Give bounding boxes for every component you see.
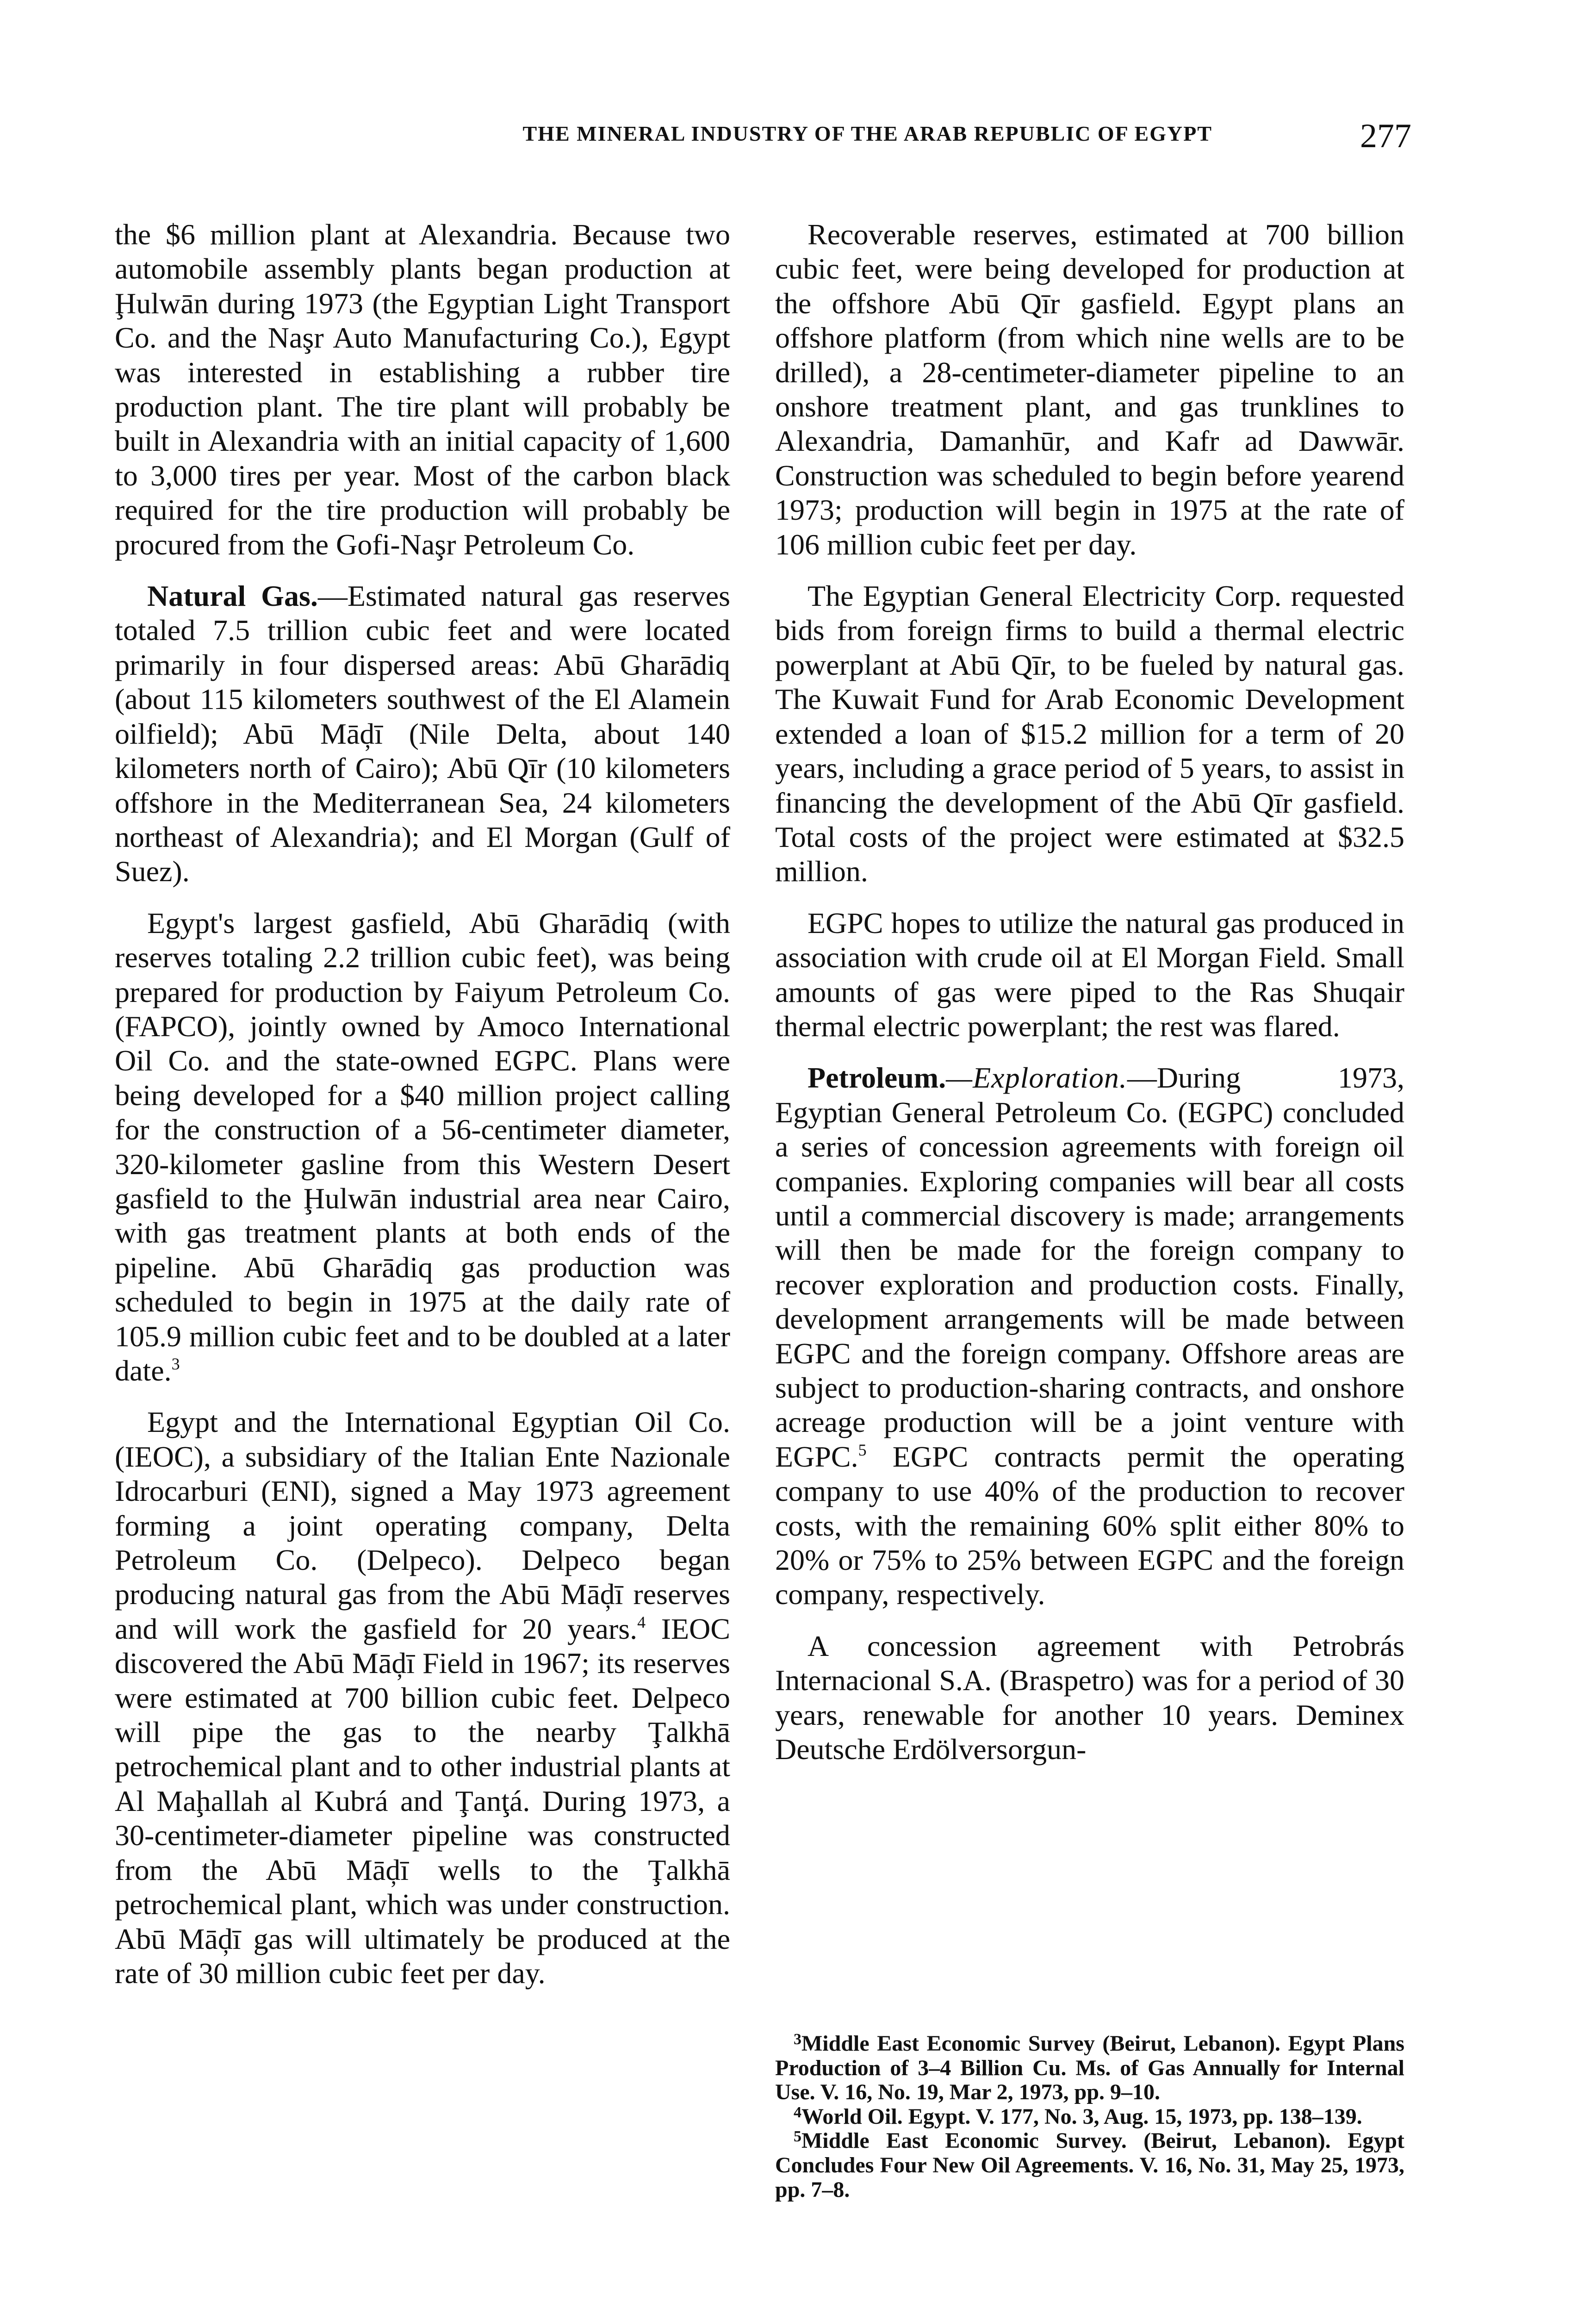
footnote: $^3$Middle East Economic Survey (Beirut, Lebanon). Egypt Plans Production of 3–4 Billion Cu. Ms. of Gas Annually for Internal Use. V. 16, No. 19, Mar 2, 1973, pp. 9–10. [775,2031,1404,2105]
footnote: $^4$World Oil. Egypt. V. 177, No. 3, Aug. 15, 1973, pp. 138–139. [794,2103,1362,2129]
footnote-ref: 5 [858,1440,867,1459]
page-number: 277 [1360,117,1411,155]
paragraph-delpeco: Egypt and the International Egyptian Oil Co. (IEOC), a subsidiary of the Italian Ente Nazionale Idrocarburi (ENI), signed a May 1973 agreement forming a joint operating company, Delta Petroleum Co. (Delpeco). Delpeco began producing natural gas from the Abū Māḑī reserves and will work the gasfield for 20 years.$^4$ IEOC discovered the Abū Māḑī Field in 1967; its reserves were estimated at 700 billion cubic feet. Delpeco will pipe the gas to the nearby Ţalkhā petrochemical plant and to other industrial plants at Al Maḩallah al Kubrá and Ţanţá. During 1973, a 30-centimeter-diameter pipeline was constructed from the Abū Māḑī wells to the Ţalkhā petrochemical plant, which was under construction. Abū Māḑī gas will ultimately be produced at the rate of 30 million cubic feet per day. [115,1406,730,1990]
paragraph-natural-gas: Natural Gas.—Estimated natural gas reserves totaled 7.5 trillion cubic feet and were located primarily in four dispersed areas: Abū Gharādiq (about 115 kilometers southwest of the El Alamein oilfield); Abū Māḑī (Nile Delta, about 140 kilometers north of Cairo); Abū Qīr (10 kilometers offshore in the Mediterranean Sea, 24 kilometers northeast of Alexandria); and El Morgan (Gulf of Suez). [115,579,731,888]
paragraph-el-morgan: EGPC hopes to utilize the natural gas produced in association with crude oil at El Morgan Field. Small amounts of gas were piped to the Ras Shuqair thermal electric powerplant; the rest was flared. [775,906,1404,1043]
right-column [775,218,1404,1767]
running-header: THE MINERAL INDUSTRY OF THE ARAB REPUBLIC OF EGYPT [522,122,1212,145]
footnote-ref: 3 [171,1355,180,1373]
paragraph-abu-qir-reserves: Recoverable reserves, estimated at 700 billion cubic feet, were being developed for production at the offshore Abū Qīr gasfield. Egypt plans an offshore platform (from which nine wells are to be drilled), a 28-centimeter-diameter pipeline to an onshore treatment plant, and gas trunklines to Alexandria, Damanhūr, and Kafr ad Dawwār. Construction was scheduled to begin before yearend 1973; production will begin in 1975 at the rate of 106 million cubic feet per day. [775,218,1404,561]
paragraph-braspetro: A concession agreement with Petrobrás Internacional S.A. (Braspetro) was for a period of 30 years, renewable for another 10 years. Deminex Deutsche Erdölversorgun- [775,1629,1404,1766]
section-heading-natural-gas: Natural Gas. [147,579,318,613]
paragraph-electricity-corp: The Egyptian General Electricity Corp. requested bids from foreign firms to build a thermal electric powerplant at Abū Qīr, to be fueled by natural gas. The Kuwait Fund for Arab Economic Development extended a loan of $15.2 million for a term of 20 years, including a grace period of 5 years, to assist in financing the development of the Abū Qīr gasfield. Total costs of the project were estimated at $32.5 million. [775,579,1404,888]
footnotes [775,2032,1404,2202]
footnote: $^5$Middle East Economic Survey. (Beirut, Lebanon). Egypt Concludes Four New Oil Agreements. V. 16, No. 31, May 25, 1973, pp. 7–8. [775,2128,1404,2202]
paragraph-petroleum-exploration: Petroleum.—Exploration.—During 1973, Egyptian General Petroleum Co. (EGPC) concluded a series of concession agreements with foreign oil companies. Exploring companies will bear all costs until a commercial discovery is made; arrangements will then be made for the foreign company to recover exploration and production costs. Finally, development arrangements will be made between EGPC and the foreign company. Offshore areas are subject to production-sharing contracts, and onshore acreage production will be a joint venture with EGPC.$^5$ EGPC contracts permit the operating company to use 40% of the production to recover costs, with the remaining 60% split either 80% to 20% or 75% to 25% between EGPC and the foreign company, respectively. [775,1061,1404,1611]
left-column [115,218,730,1991]
paragraph-abu-gharadiq: Egypt's largest gasfield, Abū Gharādiq (with reserves totaling 2.2 trillion cubic feet), was being prepared for production by Faiyum Petroleum Co. (FAPCO), jointly owned by Amoco International Oil Co. and the state-owned EGPC. Plans were being developed for a $40 million project calling for the construction of a 56-centimeter diameter, 320-kilometer gasline from this Western Desert gasfield to the Ḩulwān industrial area near Cairo, with gas treatment plants at both ends of the pipeline. Abū Gharādiq gas production was scheduled to begin in 1975 at the daily rate of 105.9 million cubic feet and to be doubled at a later date.$^3$ [115,906,730,1387]
section-heading-petroleum: Petroleum. [807,1061,946,1095]
subsection-heading-exploration: —Exploration. [946,1061,1127,1095]
paragraph-tire-plant: the $6 million plant at Alexandria. Because two automobile assembly plants began production at Ḩulwān during 1973 (the Egyptian Light Transport Co. and the Naşr Auto Manufacturing Co.), Egypt was interested in establishing a rubber tire production plant. The tire plant will probably be built in Alexandria with an initial capacity of 1,600 to 3,000 tires per year. Most of the carbon black required for the tire production will probably be procured from the Gofi-Naşr Petroleum Co. [115,218,730,561]
footnote-ref: 4 [637,1612,646,1631]
